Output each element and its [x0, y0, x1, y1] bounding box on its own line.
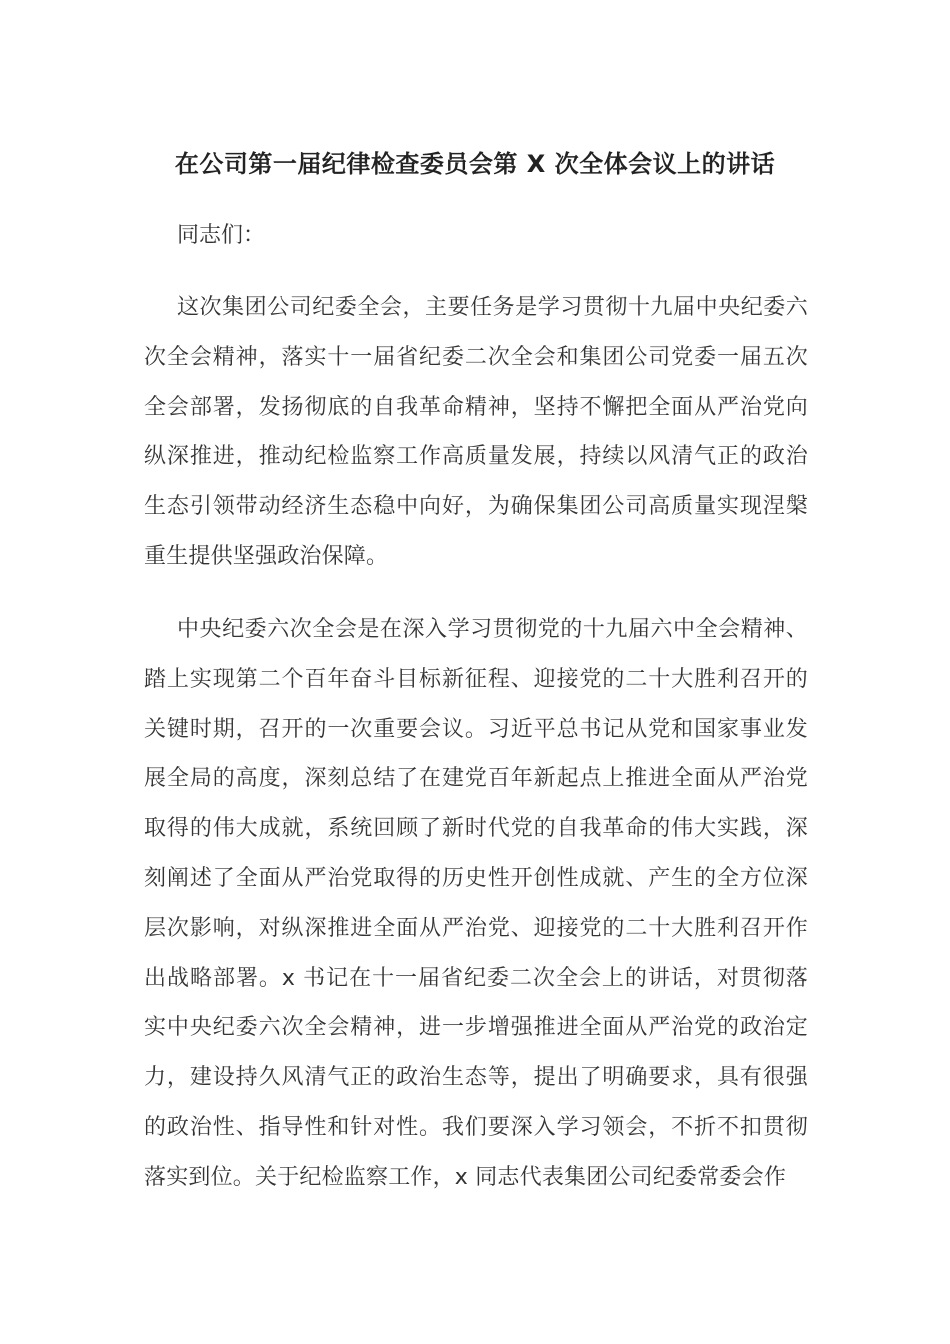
document-title: 在公司第一届纪律检查委员会第 X 次全体会议上的讲话	[174, 150, 776, 178]
paragraph: 中央纪委六次全会是在深入学习贯彻党的十九届六中全会精神、踏上实现第二个百年奋斗目标新征程、迎接党的二十大胜利召开的关键时期，召开的一次重要会议。习近平总书记从党和国家事业发展全局的高度，深刻总结了在建党百年新起点上推进全面从严治党取得的伟大成就，系统回顾了新时代党的自我革命的伟大实践，深刻阐述了全面从严治党取得的历史性开创性成就、产生的全方位深层次影响，对纵深推进全面从严治党、迎接党的二十大胜利召开作出战略部署。x 书记在十一届省纪委二次全会上的讲话，对贯彻落实中央纪委六次全会精神，进一步增强推进全面从严治党的政治定力，建设持久风清气正的政治生态等，提出了明确要求，具有很强的政治性、指导性和针对性。我们要深入学习领会，不折不扣贯彻落实到位。关于纪检监察工作，x 同志代表集团公司纪委常委会作	[144, 617, 808, 1190]
salutation: 同志们：	[177, 223, 266, 248]
paragraph: 这次集团公司纪委全会，主要任务是学习贯彻十九届中央纪委六次全会精神，落实十一届省纪委二次全会和集团公司党委一届五次全会部署，发扬彻底的自我革命精神，坚持不懈把全面从严治党向纵深推进，推动纪检监察工作高质量发展，持续以风清气正的政治生态引领带动经济生态稳中向好，为确保集团公司高质量实现涅槃重生提供坚强政治保障。	[144, 295, 808, 569]
